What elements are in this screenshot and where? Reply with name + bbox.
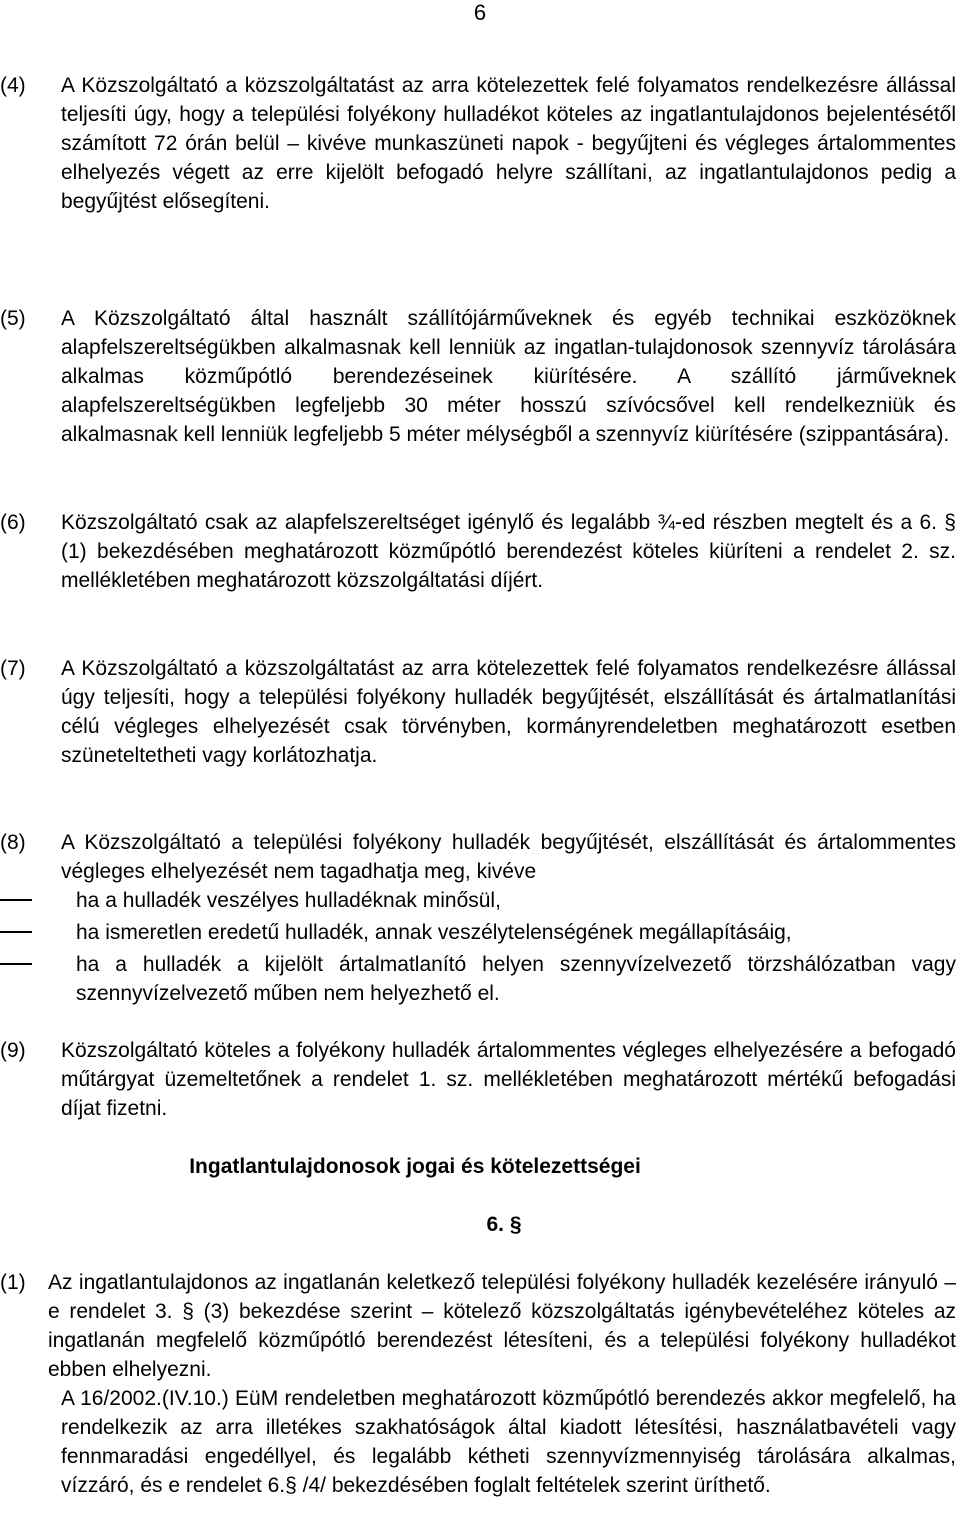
paragraph-text-continued: A 16/2002.(IV.10.) EüM rendeletben meghatározott közműpótló berendezés akkor megfelelő, ha rendelkezik az arra illetékes szakhatóságok által kiadott létesítési, használatbavételi vagy fennmaradási engedéllyel, és legalább kétheti szennyvízmennyiség tárolására alkalmas, vízzáró, és e rendelet 6.§ /4/ bekezdésében foglalt feltételek szerint üríthető. — [61, 1387, 956, 1497]
paragraph-text: A Közszolgáltató által használt szállítójárműveknek és egyéb technikai eszközöknek alapfelszereltségükben alkalmasnak kell lenniük az ingatlan-tulajdonosok szennyvíz tárolására alkalmas közműpótló berendezéseinek kiürítésére. A szállító járműveknek alapfelszereltségükben legfeljebb 30 méter hosszú szívócsővel kell rendelkezniük és alkalmasnak kell lenniük legfeljebb 5 méter mélységből a szennyvíz kiürítésére (szippantására). — [61, 307, 956, 446]
exception-text: ha a hulladék a kijelölt ártalmatlanító helyen szennyvízelvezető törzshálózatban vagy szennyvízelvezető műben nem helyezhető el. — [76, 953, 956, 1005]
paragraph-text: Az ingatlantulajdonos az ingatlanán keletkező települési folyékony hulladék kezelésére irányuló – e rendelet 3. § (3) bekezdése szerint – kötelező közszolgáltatás igénybevételéhez köteles az ingatlanán megfelelő közműpótló berendezést létesíteni, és a települési folyékony hulladékot ebben elhelyezni. — [48, 1271, 956, 1381]
page-number: 6 — [473, 0, 487, 25]
paragraph-text: A Közszolgáltató a települési folyékony hulladék begyűjtését, elszállítását és ártalommentes végleges elhelyezését nem tagadhatja meg, kivéve — [61, 831, 956, 883]
paragraph-7 — [0, 654, 956, 770]
dash-bullet — [0, 931, 32, 933]
paragraph-number: (8) — [0, 831, 26, 854]
paragraph-8 — [0, 828, 956, 886]
exception-item — [0, 918, 956, 947]
paragraph-4 — [0, 71, 956, 216]
paragraph-number: (9) — [0, 1039, 26, 1062]
paragraph-number: (1) — [0, 1271, 26, 1294]
dash-bullet — [0, 899, 32, 901]
paragraph-number: (5) — [0, 307, 26, 330]
section-heading: Ingatlantulajdonosok jogai és kötelezettségei — [189, 1155, 641, 1178]
exception-item — [0, 886, 956, 915]
paragraph-number: (7) — [0, 657, 26, 680]
paragraph-5 — [0, 304, 956, 449]
paragraph-text: A Közszolgáltató a közszolgáltatást az arra kötelezettek felé folyamatos rendelkezésre állással úgy teljesíti, hogy a települési folyékony hulladék begyűjtését, elszállítását és ártalmatlanítási célú végleges elhelyezését csak törvényben, kormányrendeletben meghatározott esetben szüneteltetheti vagy korlátozhatja. — [61, 657, 956, 767]
paragraph-6 — [0, 508, 956, 595]
section-number: 6. § — [486, 1213, 522, 1236]
paragraph-6-1 — [0, 1268, 956, 1500]
paragraph-text: A Közszolgáltató a közszolgáltatást az arra kötelezettek felé folyamatos rendelkezésre állással teljesíti úgy, hogy a települési folyékony hulladékot köteles az ingatlantulajdonos bejelentésétől számított 72 órán belül – kivéve munkaszüneti napok - begyűjteni és végleges ártalommentes elhelyezés végett az erre kijelölt befogadó helyre szállítani, az ingatlantulajdonos pedig a begyűjtést elősegíteni. — [61, 74, 956, 213]
paragraph-9 — [0, 1036, 956, 1123]
paragraph-number: (6) — [0, 511, 26, 534]
paragraph-text: Közszolgáltató köteles a folyékony hulladék ártalommentes végleges elhelyezésére a befogadó műtárgyat üzemeltetőnek a rendelet 1. sz. mellékletében meghatározott mértékű befogadási díjat fizetni. — [61, 1039, 956, 1120]
exception-item — [0, 950, 956, 1008]
exception-text: ha ismeretlen eredetű hulladék, annak veszélytelenségének megállapításáig, — [76, 921, 792, 944]
dash-bullet — [0, 963, 32, 965]
paragraph-text: Közszolgáltató csak az alapfelszereltséget igénylő és legalább ¾-ed részben megtelt és a 6. § (1) bekezdésében meghatározott közműpótló berendezést köteles kiüríteni a rendelet 2. sz. mellékletében meghatározott közszolgáltatási díjért. — [61, 511, 956, 592]
exception-text: ha a hulladék veszélyes hulladéknak minősül, — [76, 889, 501, 912]
paragraph-number: (4) — [0, 74, 26, 97]
